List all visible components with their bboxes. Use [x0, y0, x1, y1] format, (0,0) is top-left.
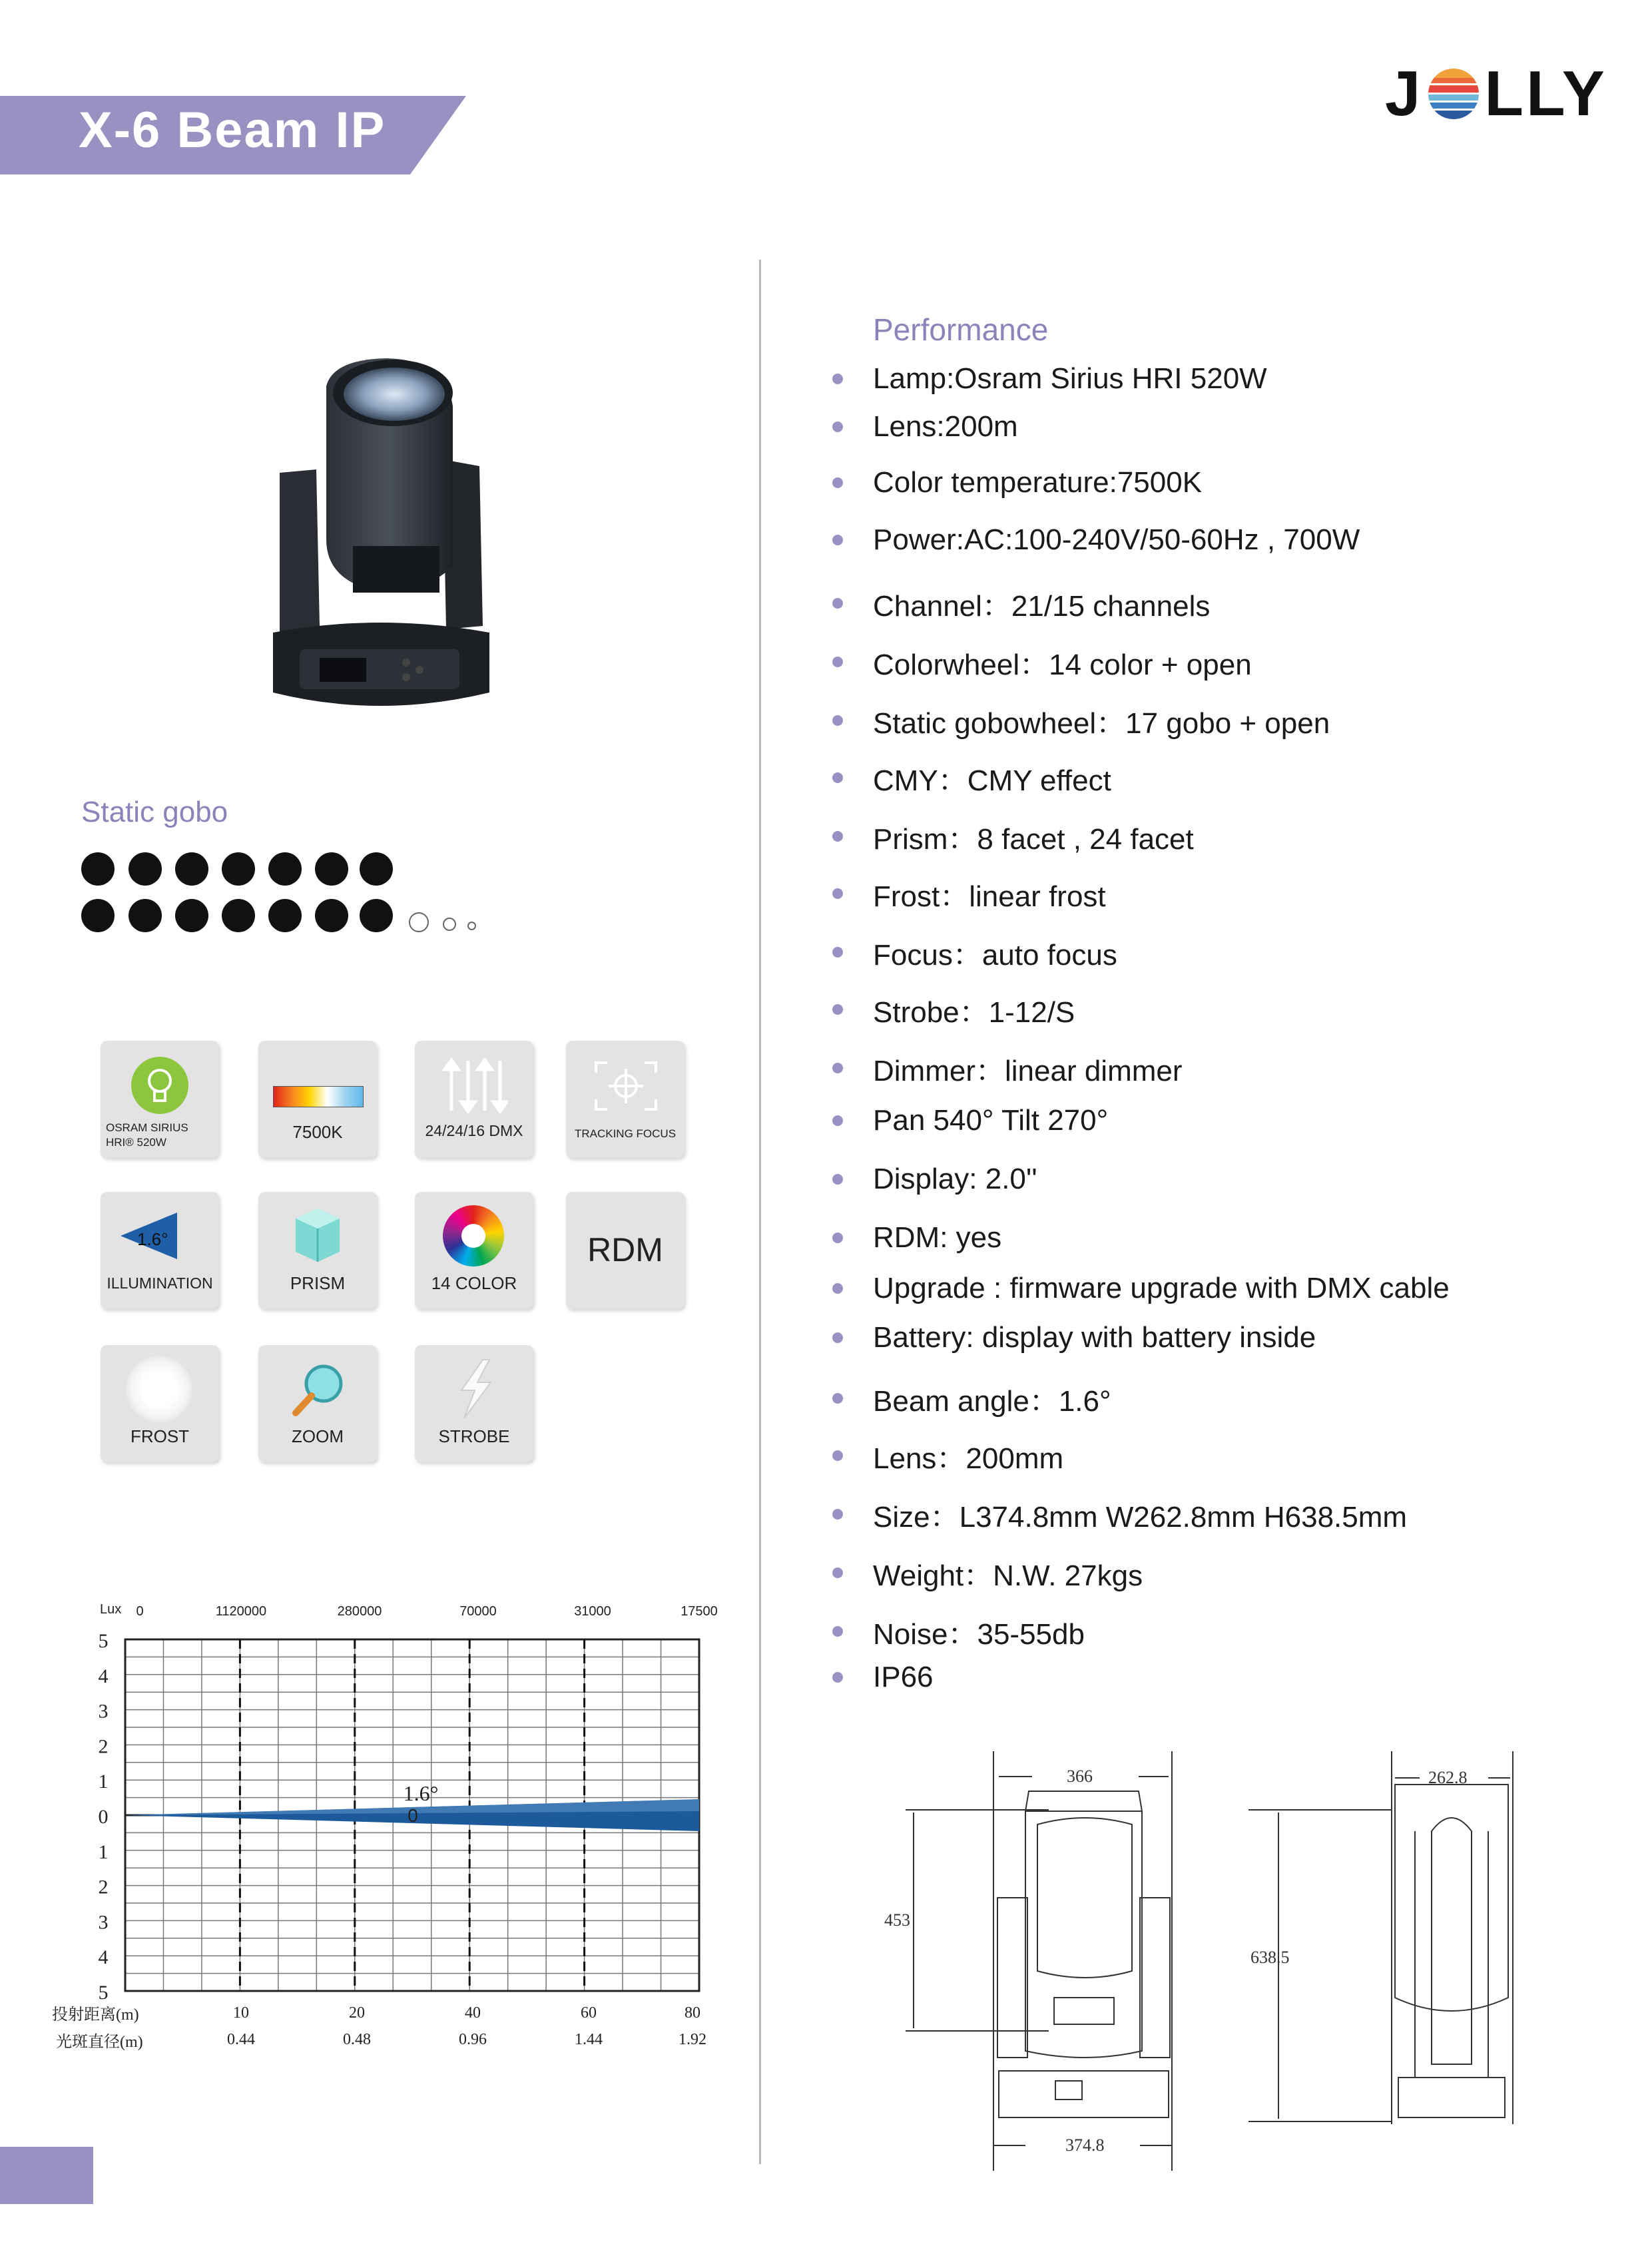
- spec-text: Display: 2.0'': [873, 1163, 1037, 1195]
- footer-accent: [0, 2147, 93, 2204]
- spec-text: Beam angle：1.6°: [873, 1385, 1111, 1418]
- spec-text: RDM: yes: [873, 1221, 1002, 1254]
- spec-item: [832, 410, 1018, 443]
- tile-lamp-label: OSRAM SIRIUS HRI® 520W: [106, 1121, 188, 1149]
- bullet-icon: [832, 1233, 843, 1243]
- y-tick-label: 5: [98, 1982, 109, 2004]
- bullet-icon: [832, 1063, 843, 1073]
- dim-side-height: 638.5: [1250, 1948, 1290, 1967]
- spec-item: [832, 362, 1267, 396]
- bullet-icon: [832, 598, 843, 609]
- bullet-icon: [832, 1283, 843, 1294]
- spec-text: Size：L374.8mm W262.8mm H638.5mm: [873, 1501, 1408, 1534]
- spec-text: Pan 540° Tilt 270°: [873, 1104, 1109, 1137]
- spec-item: [832, 699, 1330, 742]
- lux-tick-label: 17500: [681, 1604, 718, 1619]
- spec-item: [832, 1047, 1183, 1089]
- bullet-icon: [832, 1115, 843, 1126]
- diameter-tick-label: 0.48: [343, 2031, 371, 2048]
- spec-text: Frost：linear frost: [873, 880, 1106, 913]
- bullet-icon: [832, 374, 843, 384]
- spec-text: Upgrade : firmware upgrade with DMX cable: [873, 1272, 1450, 1304]
- lux-tick-label: 280000: [337, 1604, 382, 1619]
- y-tick-label: 0: [98, 1806, 109, 1828]
- beam-origin-label: 0: [408, 1805, 418, 1826]
- beam-angle-label: 1.6°: [403, 1781, 439, 1805]
- spec-text: Battery: display with battery inside: [873, 1321, 1316, 1354]
- logo-sunset-icon: [1426, 66, 1482, 122]
- spec-text: IP66: [873, 1661, 934, 1693]
- y-tick-label: 2: [98, 1876, 109, 1898]
- bullet-icon: [832, 831, 843, 842]
- bullet-icon: [832, 421, 843, 432]
- distance-tick-label: 20: [349, 2004, 365, 2022]
- spec-item: [832, 1163, 1037, 1196]
- y-tick-label: 2: [98, 1735, 109, 1758]
- y-tick-label: 1: [98, 1840, 109, 1863]
- y-tick-label: 1: [98, 1771, 109, 1793]
- distance-tick-label: 60: [581, 2004, 597, 2022]
- bullet-icon: [832, 1626, 843, 1637]
- chart-diameter-label: 光斑直径(m): [56, 2034, 143, 2051]
- spec-item: [832, 1321, 1316, 1354]
- spec-item: [832, 1104, 1108, 1137]
- spec-text: Lamp:Osram Sirius HRI 520W: [873, 362, 1267, 395]
- spec-text: Focus：auto focus: [873, 939, 1117, 972]
- spec-item: [832, 1221, 1001, 1255]
- bullet-icon: [832, 772, 843, 783]
- spec-text: Power:AC:100-240V/50-60Hz , 700W: [873, 523, 1360, 556]
- spec-text: Lens:200m: [873, 410, 1018, 443]
- spec-item: [832, 523, 1360, 557]
- lux-tick-label: 31000: [574, 1604, 611, 1619]
- y-tick-label: 3: [98, 1700, 109, 1723]
- bullet-icon: [832, 1509, 843, 1520]
- spec-item: [832, 1493, 1407, 1536]
- diameter-tick-label: 1.44: [575, 2031, 603, 2048]
- brand-logo: J LLY: [1385, 58, 1607, 129]
- spec-item: [832, 1610, 1085, 1653]
- spec-item: [832, 931, 1117, 974]
- gobo-heading: Static gobo: [81, 796, 228, 828]
- y-tick-label: 4: [98, 1665, 109, 1687]
- dim-front-width: 366: [1067, 1767, 1093, 1786]
- tile-color-temp-label: 7500K: [292, 1122, 343, 1142]
- bullet-icon: [832, 1174, 843, 1185]
- y-tick-label: 4: [98, 1946, 109, 1969]
- spec-item: [832, 1377, 1111, 1420]
- distance-tick-label: 80: [685, 2004, 700, 2022]
- tile-zoom-label: ZOOM: [292, 1426, 344, 1446]
- lux-tick-label: 1120000: [215, 1604, 267, 1619]
- tile-color-label: 14 COLOR: [431, 1273, 517, 1293]
- dim-front-height: 453: [884, 1910, 910, 1930]
- bullet-icon: [832, 1004, 843, 1015]
- bullet-icon: [832, 1332, 843, 1343]
- tile-tracking-label: TRACKING FOCUS: [574, 1127, 677, 1140]
- spec-item: [832, 1272, 1450, 1305]
- spec-text: Strobe：1-12/S: [873, 996, 1075, 1029]
- spec-text: Static gobowheel：17 gobo + open: [873, 707, 1330, 740]
- illumination-angle: 1.6°: [137, 1229, 168, 1249]
- diameter-tick-label: 0.44: [227, 2031, 255, 2048]
- spec-item: [832, 1661, 934, 1694]
- spec-item: [832, 988, 1075, 1031]
- tile-frost-label: FROST: [130, 1426, 190, 1446]
- performance-heading: Performance: [873, 312, 1049, 347]
- distance-tick-label: 40: [465, 2004, 481, 2022]
- bullet-icon: [832, 1393, 843, 1404]
- spec-text: Noise：35-55db: [873, 1618, 1085, 1651]
- bullet-icon: [832, 1450, 843, 1461]
- y-tick-label: 5: [98, 1630, 109, 1652]
- chart-lux-label: Lux: [100, 1602, 122, 1617]
- tile-strobe-label: STROBE: [438, 1426, 510, 1446]
- diameter-tick-label: 1.92: [679, 2031, 706, 2048]
- spec-item: [832, 466, 1202, 499]
- distance-tick-label: 10: [233, 2004, 249, 2022]
- spec-text: Channel：21/15 channels: [873, 590, 1211, 623]
- y-tick-label: 3: [98, 1911, 109, 1934]
- bullet-icon: [832, 715, 843, 726]
- lux-tick-label: 70000: [459, 1604, 497, 1619]
- bullet-icon: [832, 1672, 843, 1683]
- page-title: X-6 Beam IP: [79, 102, 386, 158]
- spec-text: Prism：8 facet , 24 facet: [873, 823, 1194, 856]
- spec-text: Lens：200mm: [873, 1442, 1064, 1475]
- column-divider: [759, 260, 761, 2164]
- dim-side-width: 262.8: [1428, 1768, 1468, 1787]
- bullet-icon: [832, 535, 843, 545]
- bullet-icon: [832, 657, 843, 667]
- spec-text: Colorwheel：14 color + open: [873, 649, 1252, 681]
- spec-item: [832, 1551, 1143, 1594]
- beam-plot: [0, 0, 759, 2064]
- tile-illumination-label: ILLUMINATION: [107, 1274, 213, 1292]
- spec-item: [832, 756, 1111, 799]
- bullet-icon: [832, 947, 843, 958]
- lux-tick-label: 0: [136, 1604, 144, 1619]
- bullet-icon: [832, 888, 843, 899]
- tile-dmx-label: 24/24/16 DMX: [425, 1122, 523, 1139]
- spec-item: [832, 641, 1252, 683]
- bullet-icon: [832, 1567, 843, 1578]
- tile-prism-label: PRISM: [290, 1273, 346, 1293]
- spec-item: [832, 815, 1194, 858]
- spec-text: Weight：N.W. 27kgs: [873, 1559, 1143, 1592]
- spec-text: Dimmer：linear dimmer: [873, 1055, 1183, 1087]
- dim-base-width: 374.8: [1065, 2135, 1105, 2155]
- bullet-icon: [832, 477, 843, 488]
- dimension-drawing: [866, 1731, 1545, 2171]
- diameter-tick-label: 0.96: [459, 2031, 487, 2048]
- chart-distance-label: 投射距离(m): [52, 2006, 139, 2024]
- spec-text: Color temperature:7500K: [873, 466, 1203, 499]
- spec-item: [832, 872, 1106, 915]
- tile-rdm-label: RDM: [587, 1231, 663, 1268]
- spec-text: CMY：CMY effect: [873, 764, 1111, 797]
- spec-item: [832, 1434, 1063, 1477]
- spec-item: [832, 582, 1210, 625]
